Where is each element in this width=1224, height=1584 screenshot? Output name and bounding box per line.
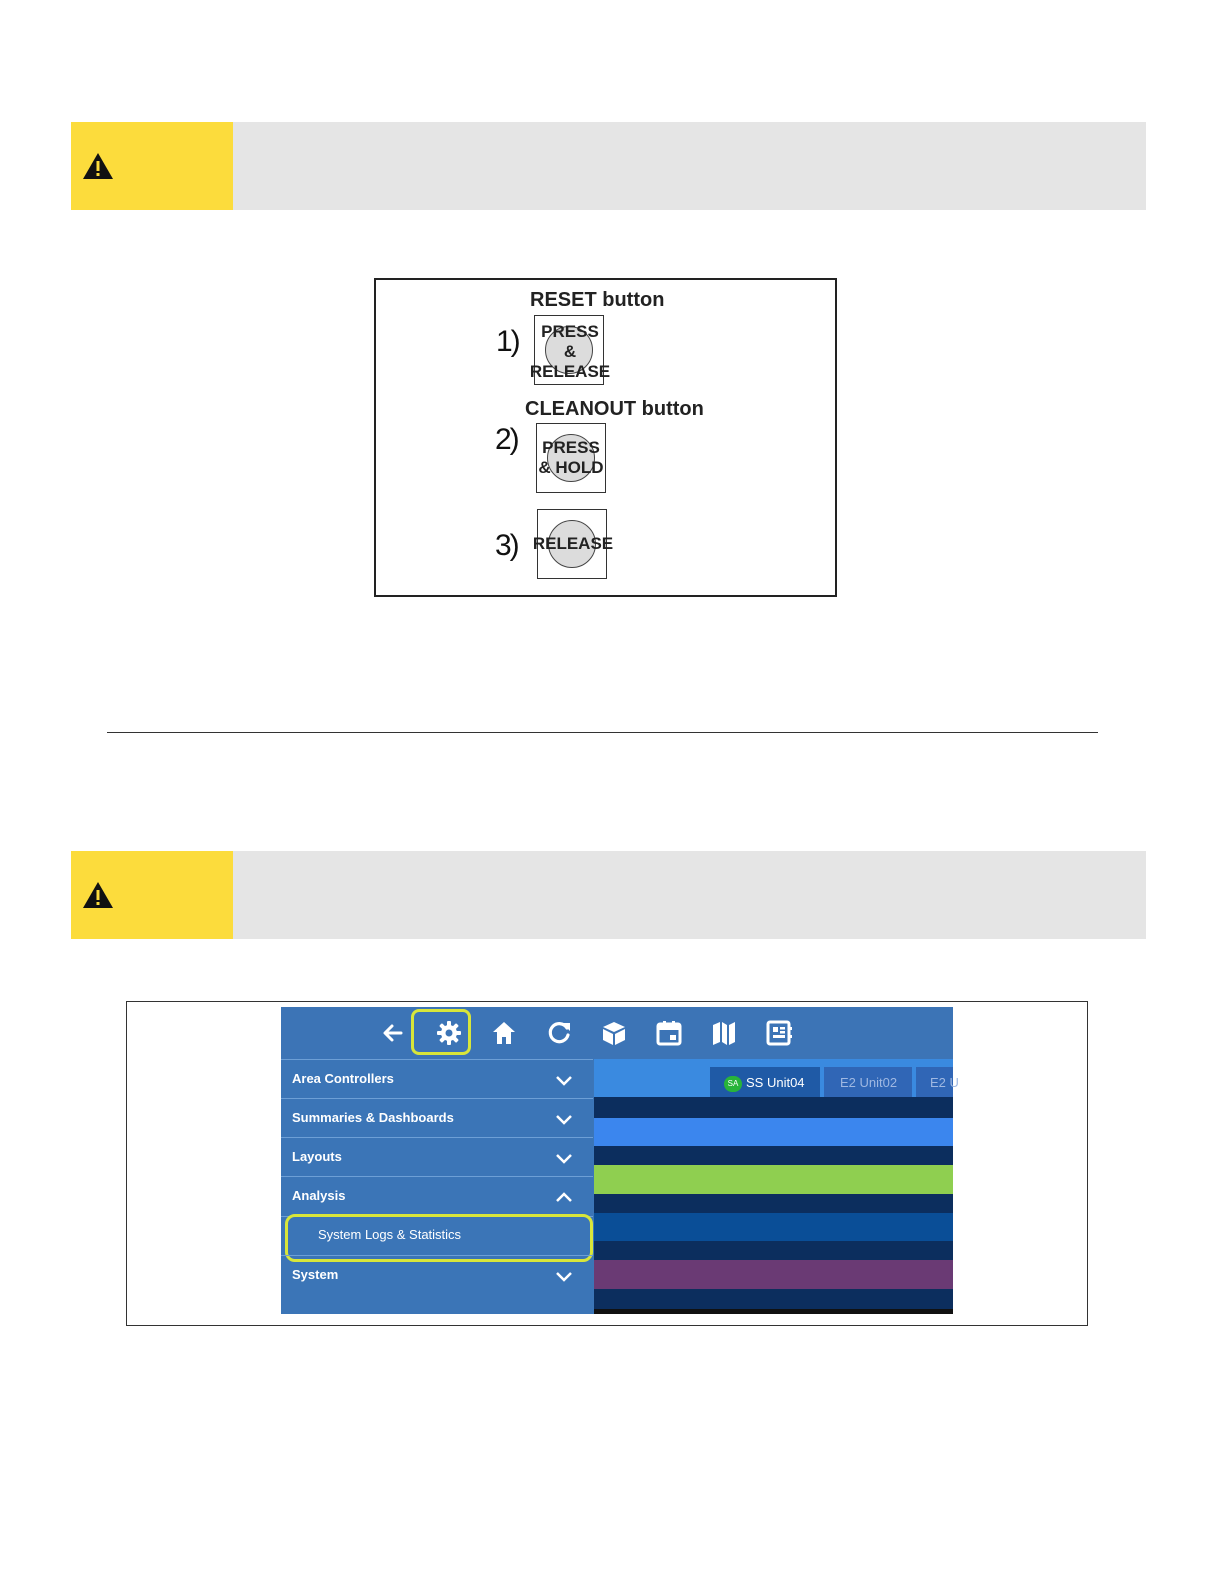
menu-subitem-label: System Logs & Statistics xyxy=(318,1227,462,1242)
chevron-up-icon xyxy=(555,1191,573,1203)
step-1-label-line3: RELEASE xyxy=(529,362,611,381)
home-icon[interactable] xyxy=(490,1019,518,1047)
map-icon[interactable] xyxy=(710,1019,738,1047)
unit-tabstrip xyxy=(594,1059,959,1097)
warning-tag xyxy=(71,122,233,210)
menu-item-label: Summaries & Dashboards xyxy=(292,1110,454,1125)
chevron-down-icon xyxy=(555,1074,573,1086)
dashboard-icon[interactable] xyxy=(765,1019,793,1047)
menu-item-area-controllers[interactable] xyxy=(281,1059,593,1097)
tab-label: E2 Unit02 xyxy=(840,1075,898,1090)
status-badge: SA xyxy=(724,1076,742,1092)
menu-item-layouts[interactable] xyxy=(281,1137,593,1175)
status-band-green xyxy=(594,1165,953,1194)
tab-label: E2 U xyxy=(930,1075,959,1090)
step-1-label-line1: PRESS xyxy=(541,322,599,341)
menu-item-label: System xyxy=(292,1267,339,1282)
warning-callout-1 xyxy=(71,122,1146,210)
menu-item-label: Analysis xyxy=(292,1188,346,1203)
step-2-label-line2: & HOLD xyxy=(538,458,604,477)
app-screenshot xyxy=(281,1007,959,1314)
menu-item-label: Area Controllers xyxy=(292,1071,394,1086)
tab-label: SS Unit04 xyxy=(746,1075,805,1090)
navigation-menu xyxy=(281,1059,593,1314)
chevron-down-icon xyxy=(555,1113,573,1125)
section-divider xyxy=(107,732,1098,733)
step-1-number: 1) xyxy=(496,325,519,358)
menu-item-summaries-dashboards[interactable] xyxy=(281,1098,593,1136)
gear-icon[interactable] xyxy=(435,1019,463,1047)
status-band-dark xyxy=(594,1213,953,1241)
refresh-icon[interactable] xyxy=(545,1019,573,1047)
step-1-label-line2: & xyxy=(563,342,577,361)
warning-icon xyxy=(81,151,115,181)
status-band-purple xyxy=(594,1260,953,1289)
content-panel xyxy=(594,1059,959,1314)
reset-button-header: RESET button xyxy=(530,289,665,311)
warning-tag xyxy=(71,851,233,939)
step-3-label: RELEASE xyxy=(532,534,614,553)
toolbar xyxy=(281,1007,953,1059)
tab-e2-unit-partial[interactable] xyxy=(916,1067,959,1097)
step-3-number: 3) xyxy=(495,529,518,562)
menu-item-analysis[interactable] xyxy=(281,1176,593,1214)
bottom-edge xyxy=(594,1309,953,1314)
button-procedure-figure xyxy=(374,278,837,597)
software-screenshot-figure xyxy=(126,1001,1088,1326)
cube-icon[interactable] xyxy=(600,1019,628,1047)
calendar-icon[interactable] xyxy=(655,1019,683,1047)
menu-item-system[interactable] xyxy=(281,1255,593,1293)
status-band-blue xyxy=(594,1118,953,1146)
warning-icon xyxy=(81,880,115,910)
warning-callout-2 xyxy=(71,851,1146,939)
tab-e2-unit02[interactable] xyxy=(824,1067,912,1097)
step-2-label-line1: PRESS xyxy=(542,438,600,457)
back-arrow-icon[interactable] xyxy=(379,1019,407,1047)
chevron-down-icon xyxy=(555,1270,573,1282)
step-2-number: 2) xyxy=(495,423,518,456)
chevron-down-icon xyxy=(555,1152,573,1164)
menu-item-label: Layouts xyxy=(292,1149,342,1164)
tab-ss-unit04[interactable] xyxy=(710,1067,820,1097)
cleanout-button-header: CLEANOUT button xyxy=(525,398,704,420)
